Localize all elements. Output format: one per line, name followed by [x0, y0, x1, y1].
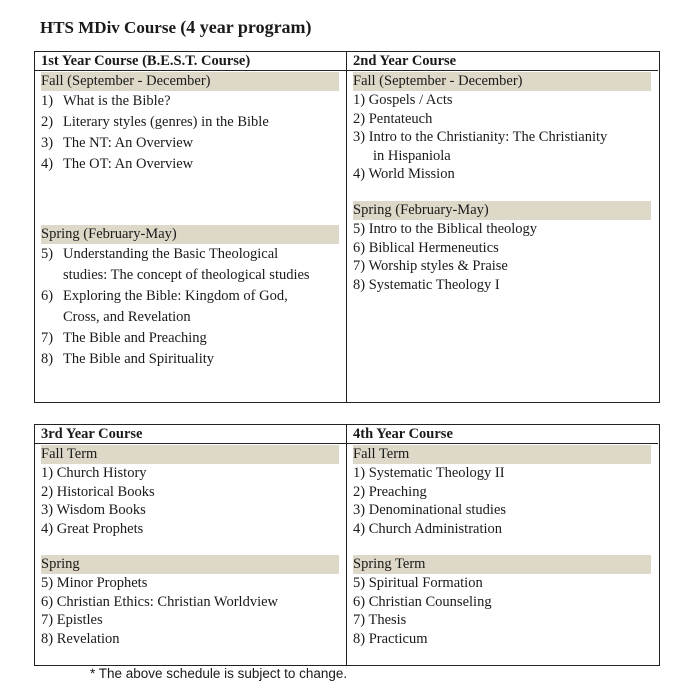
list-item: 5) Spiritual Formation	[353, 575, 483, 591]
list-item: 4) World Mission	[353, 166, 455, 182]
list-item: 2) Preaching	[353, 483, 427, 500]
list-item: 8) Systematic Theology I	[353, 276, 500, 293]
year2-spring-list	[353, 220, 537, 294]
year1-spring-label: Spring (February-May)	[41, 225, 339, 244]
list-item: 6) Christian Ethics: Christian Worldview	[41, 593, 278, 610]
year3-fall-label: Fall Term	[41, 445, 339, 464]
list-item: 4) The OT: An Overview	[41, 156, 194, 172]
list-item: 8) Revelation	[41, 630, 120, 647]
list-item: 4) Great Prophets	[41, 520, 144, 537]
year4-fall-label: Fall Term	[353, 445, 651, 464]
year1-column	[35, 52, 346, 402]
list-item: 8) Practicum	[353, 630, 428, 647]
list-item: 7) Worship styles & Praise	[353, 258, 508, 274]
year2-spring-label: Spring (February-May)	[353, 201, 651, 220]
year2-fall-list	[353, 91, 607, 184]
list-item: 3) Denominational studies	[353, 502, 507, 518]
list-item: 6) Biblical Hermeneutics	[353, 239, 499, 256]
title-main: HTS MDiv Course	[40, 18, 176, 37]
list-item: 1) Gospels / Acts	[353, 92, 453, 108]
schedule-table-years-3-4	[34, 424, 660, 666]
list-item: 1) Systematic Theology II	[353, 465, 505, 481]
year3-heading: 3rd Year Course	[35, 425, 346, 444]
list-item: 3) Wisdom Books	[41, 502, 146, 518]
year3-spring-label: Spring	[41, 555, 339, 574]
list-item: 1) What is the Bible?	[41, 93, 171, 109]
schedule-table-years-1-2	[34, 51, 660, 403]
page-title	[40, 17, 312, 38]
year3-column	[35, 425, 346, 665]
year2-heading: 2nd Year Course	[347, 52, 658, 71]
year2-column	[346, 52, 658, 402]
list-item: 2) Pentateuch	[353, 110, 433, 127]
list-item: 7) Epistles	[41, 612, 103, 628]
list-item: 5) Intro to the Biblical theology	[353, 221, 538, 237]
year2-fall-label: Fall (September - December)	[353, 72, 651, 91]
year3-fall-list	[41, 464, 155, 538]
list-item: 2) Historical Books	[41, 483, 155, 500]
list-item: 6) Christian Counseling	[353, 593, 492, 610]
year1-fall-label: Fall (September - December)	[41, 72, 339, 91]
list-item: 4) Church Administration	[353, 520, 503, 537]
year1-fall-list	[41, 91, 269, 175]
list-item: 3) Intro to the Christianity: The Christianity in Hispaniola	[353, 129, 608, 164]
year4-spring-list	[353, 574, 492, 648]
list-item: 6) Exploring the Bible: Kingdom of God, Cross, and Revelation	[41, 288, 288, 325]
year4-column	[346, 425, 658, 665]
list-item: 2) Literary styles (genres) in the Bible	[41, 114, 269, 130]
list-item: 5) Minor Prophets	[41, 575, 148, 591]
footnote: * The above schedule is subject to change.	[90, 666, 348, 681]
year1-heading: 1st Year Course (B.E.S.T. Course)	[35, 52, 346, 71]
year4-heading: 4th Year Course	[347, 425, 658, 444]
title-sub: (4 year program)	[180, 17, 312, 37]
list-item: 8) The Bible and Spirituality	[41, 351, 215, 367]
list-item: 3) The NT: An Overview	[41, 135, 194, 151]
year4-fall-list	[353, 464, 506, 538]
list-item: 5) Understanding the Basic Theological studies: The concept of theological studies	[41, 246, 310, 283]
list-item: 1) Church History	[41, 465, 147, 481]
list-item: 7) Thesis	[353, 612, 407, 628]
year1-spring-list	[41, 244, 310, 370]
year4-spring-label: Spring Term	[353, 555, 651, 574]
year3-spring-list	[41, 574, 278, 648]
list-item: 7) The Bible and Preaching	[41, 330, 207, 346]
